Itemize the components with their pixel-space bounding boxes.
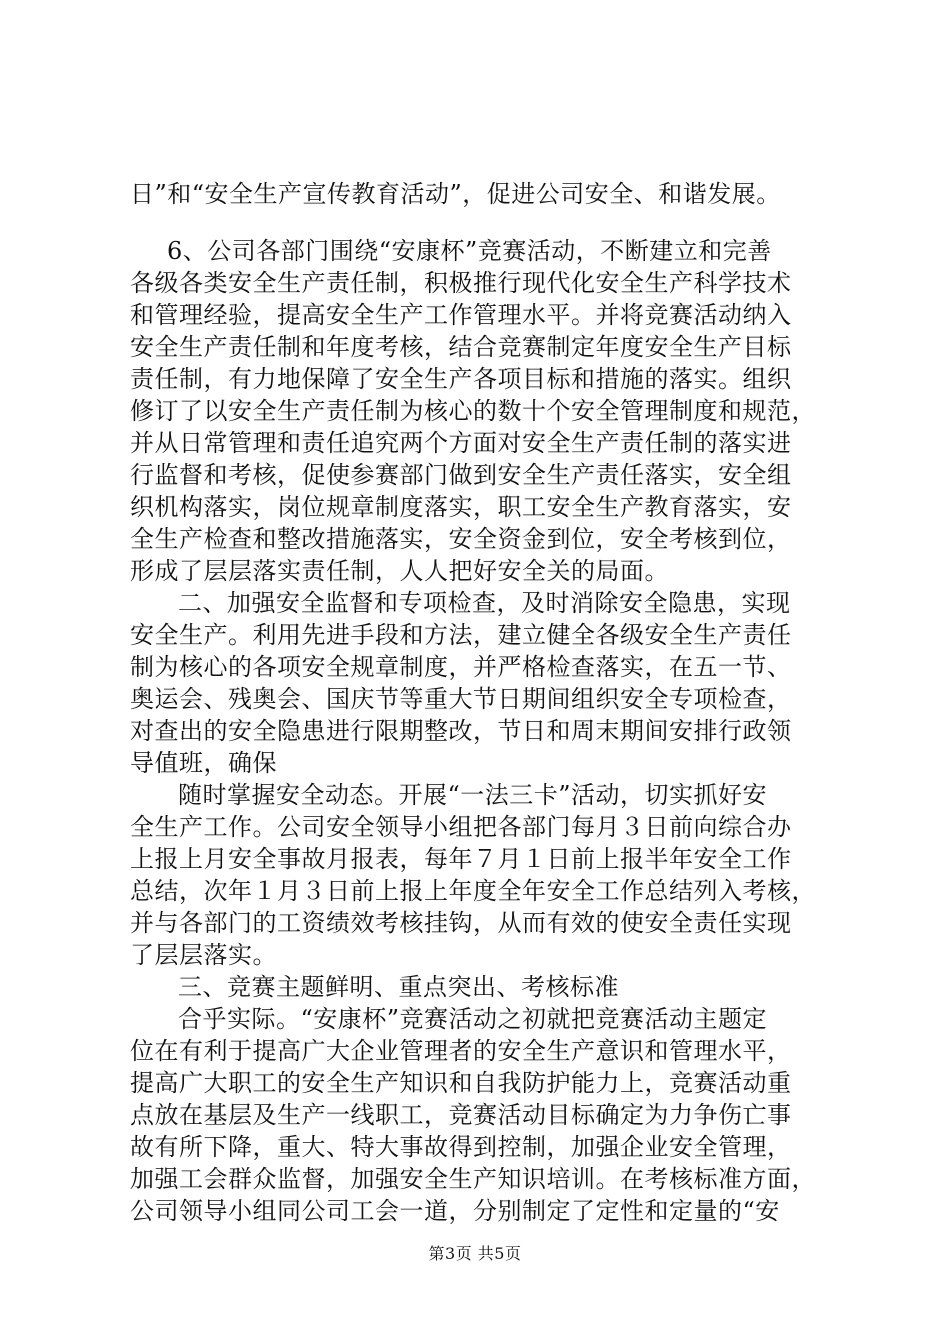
text-line: 上报上月安全事故月报表，每年７月１日前上报半年安全工作 bbox=[130, 845, 792, 873]
text-line: 织机构落实，岗位规章制度落实，职工安全生产教育落实，安 bbox=[130, 493, 792, 521]
text-line: 安全生产责任制和年度考核，结合竞赛制定年度安全生产目标 bbox=[130, 333, 792, 361]
text-line: 点放在基层及生产一线职工，竞赛活动目标确定为力争伤亡事 bbox=[130, 1101, 792, 1129]
text-line: 加强工会群众监督，加强安全生产知识培训。在考核标准方面， bbox=[130, 1165, 816, 1193]
text-line: 导值班，确保 bbox=[130, 749, 277, 777]
text-line: 全生产检查和整改措施落实，安全资金到位，安全考核到位， bbox=[130, 525, 792, 553]
text-line: 和管理经验，提高安全生产工作管理水平。并将竞赛活动纳入 bbox=[130, 301, 792, 329]
page-number: 第3页 共5页 bbox=[428, 1244, 522, 1263]
text-line: 行监督和考核，促使参赛部门做到安全生产责任落实，安全组 bbox=[130, 461, 792, 489]
text-line: 并与各部门的工资绩效考核挂钩，从而有效的使安全责任实现 bbox=[130, 909, 792, 937]
text-line: 日”和“安全生产宣传教育活动”，促进公司安全、和谐发展。 bbox=[130, 180, 781, 208]
text-line: 奥运会、残奥会、国庆节等重大节日期间组织安全专项检查， bbox=[130, 685, 792, 713]
text-line: 形成了层层落实责任制，人人把好安全关的局面。 bbox=[130, 557, 669, 585]
section-heading-3: 三、竞赛主题鲜明、重点突出、考核标准 bbox=[178, 973, 619, 1001]
text-line: 位在有利于提高广大企业管理者的安全生产意识和管理水平， bbox=[130, 1037, 792, 1065]
text-line: 制为核心的各项安全规章制度，并严格检查落实，在五一节、 bbox=[130, 653, 792, 681]
paragraph-first-line: 随时掌握安全动态。开展“一法三卡”活动，切实抓好安 bbox=[178, 781, 768, 809]
text-line: 各级各类安全生产责任制，积极推行现代化安全生产科学技术 bbox=[130, 269, 792, 297]
text-line: 总结，次年１月３日前上报上年度全年安全工作总结列入考核， bbox=[130, 877, 816, 905]
text-line: 了层层落实。 bbox=[130, 941, 277, 969]
text-line: 安全生产。利用先进手段和方法，建立健全各级安全生产责任 bbox=[130, 621, 792, 649]
text-line: 对查出的安全隐患进行限期整改，节日和周末期间安排行政领 bbox=[130, 717, 792, 745]
paragraph-first-line: 合乎实际。“安康杯”竞赛活动之初就把竞赛活动主题定 bbox=[178, 1005, 768, 1033]
text-line: 责任制，有力地保障了安全生产各项目标和措施的落实。组织 bbox=[130, 365, 792, 393]
text-line: 全生产工作。公司安全领导小组把各部门每月３日前向综合办 bbox=[130, 813, 792, 841]
section-heading-2: 二、加强安全监督和专项检查，及时消除安全隐患，实现 bbox=[178, 589, 791, 617]
text-line: 修订了以安全生产责任制为核心的数十个安全管理制度和规范， bbox=[130, 397, 816, 425]
text-line: 提高广大职工的安全生产知识和自我防护能力上，竞赛活动重 bbox=[130, 1069, 792, 1097]
paragraph-first-line: 6、公司各部门围绕“安康杯”竞赛活动，不断建立和完善 bbox=[167, 237, 772, 265]
text-line: 公司领导小组同公司工会一道，分别制定了定性和定量的“安 bbox=[130, 1197, 780, 1225]
text-line: 并从日常管理和责任追究两个方面对安全生产责任制的落实进 bbox=[130, 429, 792, 457]
text-line: 故有所下降，重大、特大事故得到控制，加强企业安全管理， bbox=[130, 1133, 792, 1161]
